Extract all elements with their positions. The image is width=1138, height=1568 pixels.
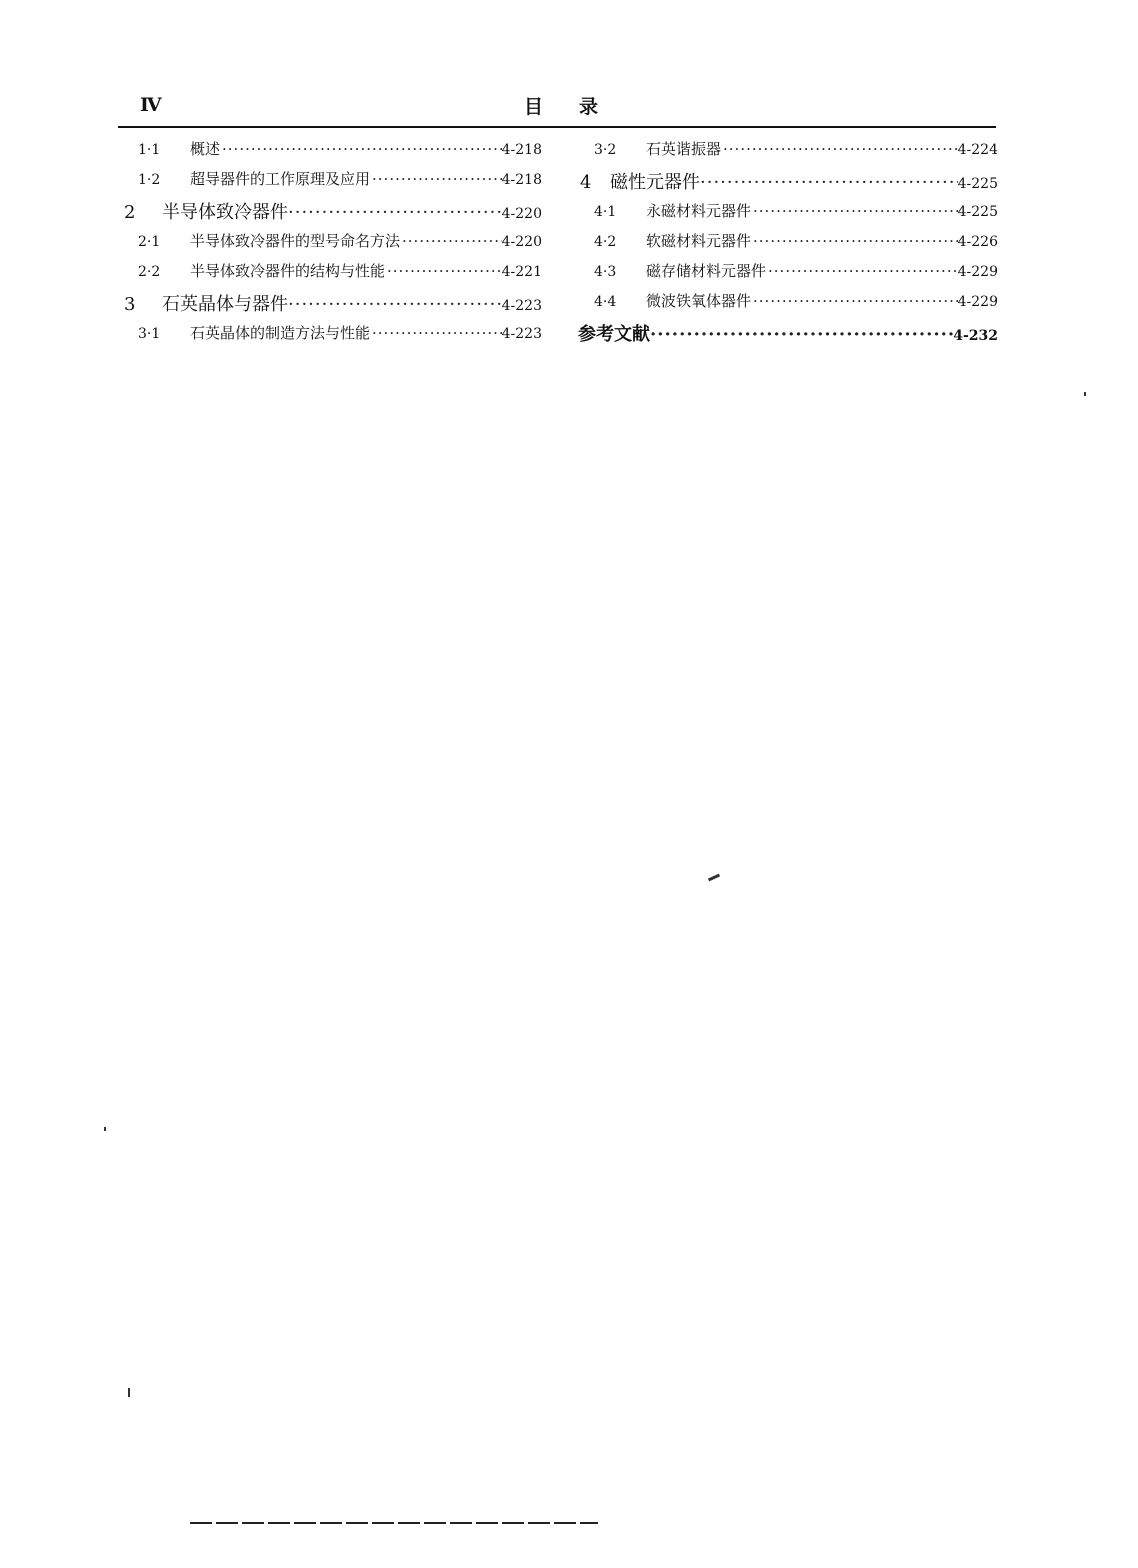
toc-entry-page: 4-225 [957, 176, 998, 192]
toc-entry-number: 4·4 [594, 294, 617, 310]
page-title: 目录 [524, 96, 635, 118]
toc-entry-label: 半导体致冷器件 [162, 202, 288, 223]
toc-leader-dots [753, 232, 958, 250]
toc-entry-number: 3·1 [138, 326, 161, 342]
toc-column-left [122, 138, 542, 352]
toc-leader-dots [372, 170, 502, 188]
toc-leader-dots [768, 262, 958, 280]
toc-entry-page: 4-218 [501, 142, 542, 158]
toc-entry-label: 磁性元器件 [610, 172, 700, 193]
toc-leader-dots [650, 324, 953, 345]
toc-entry-label: 石英晶体的制造方法与性能 [190, 324, 371, 342]
scan-mark [128, 1388, 130, 1397]
toc-entry-label: 石英晶体与器件 [162, 294, 288, 315]
toc-entry-number: 4·3 [594, 264, 617, 280]
toc-entry-page: 4-229 [957, 264, 998, 280]
toc-leader-dots [387, 262, 502, 280]
toc-entry[interactable] [578, 200, 998, 230]
toc-entry[interactable] [122, 138, 542, 168]
toc-entry-page: 4-221 [501, 264, 542, 280]
toc-entry-number: 4·1 [594, 204, 617, 220]
toc-entry-number: 3 [124, 294, 136, 315]
toc-entry[interactable] [578, 138, 998, 168]
toc-entry-page: 4-226 [957, 234, 998, 250]
toc-entry-page: 4-225 [957, 204, 998, 220]
toc-leader-dots [700, 172, 958, 193]
toc-entry-page: 4-220 [501, 234, 542, 250]
toc-entry-number: 2 [124, 202, 136, 223]
toc-entry-number: 4·2 [594, 234, 617, 250]
toc-entry-number: 2·1 [138, 234, 161, 250]
toc-section-entry[interactable] [578, 168, 998, 200]
toc-entry[interactable] [578, 290, 998, 320]
page-header [118, 88, 996, 128]
toc-entry[interactable] [578, 260, 998, 290]
toc-entry-page: 4-223 [501, 326, 542, 342]
toc-entry[interactable] [122, 230, 542, 260]
toc-leader-dots [753, 292, 958, 310]
toc-entry-number: 4 [580, 172, 592, 193]
toc-leader-dots [753, 202, 958, 220]
toc-leader-dots [222, 140, 502, 158]
toc-leader-dots [723, 140, 958, 158]
toc-entry-page: 4-224 [957, 142, 998, 158]
toc-entry-page: 4-220 [501, 206, 542, 222]
toc-section-entry[interactable] [122, 290, 542, 322]
toc-entry[interactable] [122, 260, 542, 290]
toc-entry-label: 半导体致冷器件的型号命名方法 [190, 232, 401, 250]
scan-edge-line [190, 1522, 598, 1524]
page-number: Ⅳ [140, 94, 162, 116]
toc-entry-label: 超导器件的工作原理及应用 [190, 170, 371, 188]
toc-entry[interactable] [122, 168, 542, 198]
toc-column-right [578, 138, 998, 354]
scan-mark [708, 874, 720, 882]
toc-entry-number: 2·2 [138, 264, 161, 280]
toc-entry[interactable] [578, 230, 998, 260]
toc-entry-label: 概述 [190, 140, 221, 158]
toc-entry-page: 4-229 [957, 294, 998, 310]
toc-entry-label: 微波铁氧体器件 [646, 292, 752, 310]
toc-entry-page: 4-223 [501, 298, 542, 314]
toc-entry-page: 4-218 [501, 172, 542, 188]
toc-leader-dots [288, 294, 502, 315]
toc-leader-dots [372, 324, 502, 342]
header-rule [118, 126, 996, 128]
toc-entry[interactable] [122, 322, 542, 352]
toc-references-entry[interactable] [578, 320, 998, 354]
scan-mark [1084, 392, 1086, 396]
toc-entry-label: 软磁材料元器件 [646, 232, 752, 250]
toc-entry-label: 参考文献 [578, 324, 650, 345]
toc-entry-label: 半导体致冷器件的结构与性能 [190, 262, 386, 280]
toc-entry-number: 1·1 [138, 142, 161, 158]
toc-entry-number: 1·2 [138, 172, 161, 188]
toc-section-entry[interactable] [122, 198, 542, 230]
scan-mark [104, 1127, 106, 1131]
toc-entry-label: 石英谐振器 [646, 140, 722, 158]
toc-entry-number: 3·2 [594, 142, 617, 158]
toc-leader-dots [288, 202, 502, 223]
toc-leader-dots [402, 232, 502, 250]
toc-entry-page: 4-232 [953, 328, 998, 344]
toc-entry-label: 磁存储材料元器件 [646, 262, 767, 280]
toc-entry-label: 永磁材料元器件 [646, 202, 752, 220]
